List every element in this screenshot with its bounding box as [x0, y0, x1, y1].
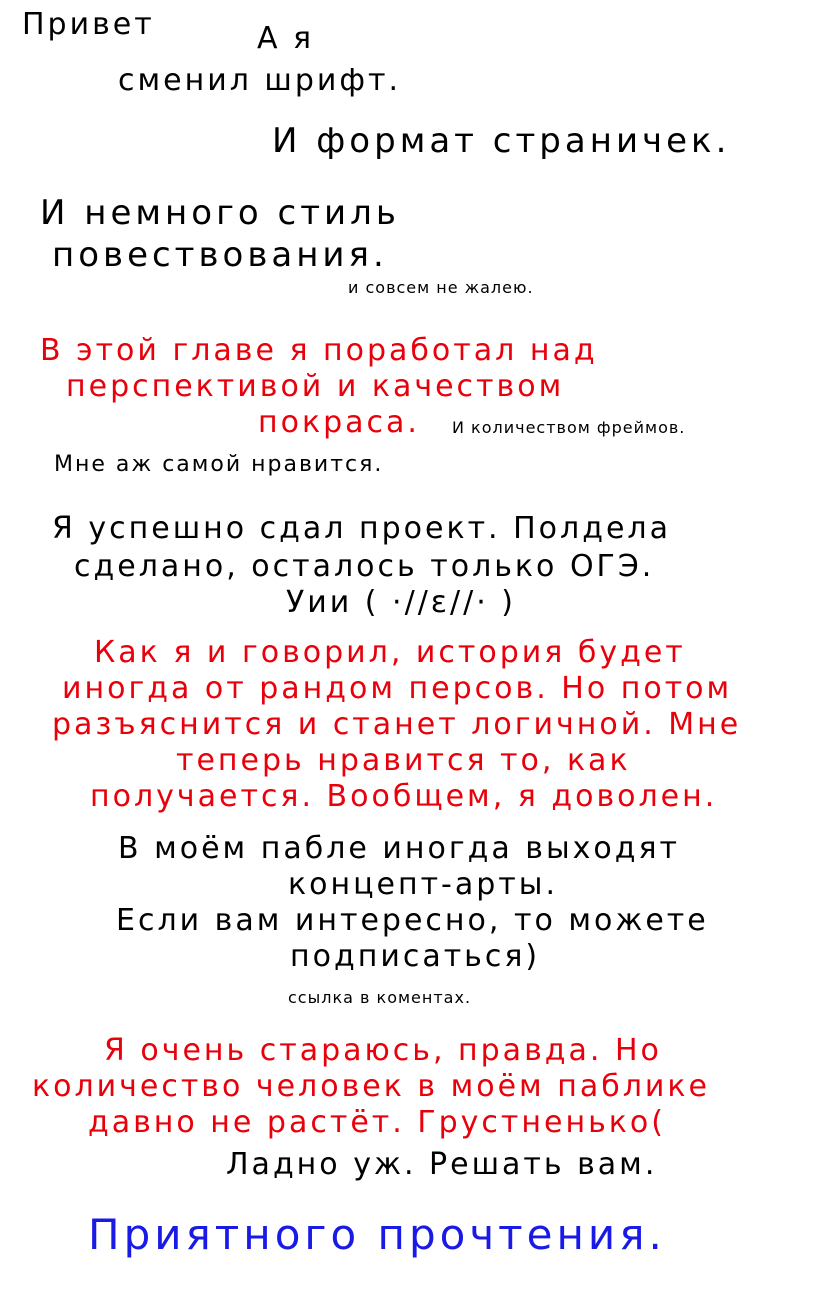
public-text-2: концепт-арты. — [288, 867, 559, 902]
trying-text-3: давно не растёт. Грустненько( — [88, 1105, 666, 1140]
link-note-text: ссылка в коментах. — [288, 988, 472, 1007]
no-regret-text: и совсем не жалею. — [348, 278, 534, 297]
public-text-4: подписаться) — [290, 939, 541, 974]
story-text-3: разъяснится и станет логичной. Мне — [52, 707, 742, 742]
style-text-1: И немного стиль — [40, 193, 400, 233]
project-text-1: Я успешно сдал проект. Полдела — [52, 511, 671, 546]
chapter-text-2: перспективой и качеством — [66, 369, 565, 404]
chapter-text-3: покраса. — [258, 405, 420, 440]
style-text-2: повествования. — [52, 235, 388, 275]
decide-text: Ладно уж. Решать вам. — [226, 1147, 658, 1182]
story-text-5: получается. Вообщем, я доволен. — [90, 779, 718, 814]
public-text-1: В моём пабле иногда выходят — [118, 831, 681, 866]
trying-text-2: количество человек в моём паблике — [32, 1069, 710, 1104]
public-text-3: Если вам интересно, то можете — [116, 903, 709, 938]
enjoy-reading-text: Приятного прочтения. — [88, 1210, 666, 1259]
story-text-2: иногда от рандом персов. Но потом — [62, 671, 733, 706]
changed-font-text: сменил шрифт. — [118, 63, 402, 98]
chapter-text-1: В этой главе я поработал над — [40, 333, 598, 368]
project-text-2: сделано, осталось только ОГЭ. — [74, 549, 655, 584]
a-ya-text: А я — [257, 21, 315, 56]
story-text-4: теперь нравится то, как — [176, 743, 631, 778]
format-text: И формат страничек. — [272, 121, 731, 161]
project-text-3: Уии ( ·//ε//· ) — [286, 585, 517, 620]
frames-note-text: И количеством фреймов. — [452, 418, 686, 437]
trying-text-1: Я очень стараюсь, правда. Но — [104, 1033, 662, 1068]
like-it-text: Мне аж самой нравится. — [54, 452, 384, 477]
greeting-text: Привет — [22, 7, 155, 42]
story-text-1: Как я и говорил, история будет — [94, 635, 686, 670]
